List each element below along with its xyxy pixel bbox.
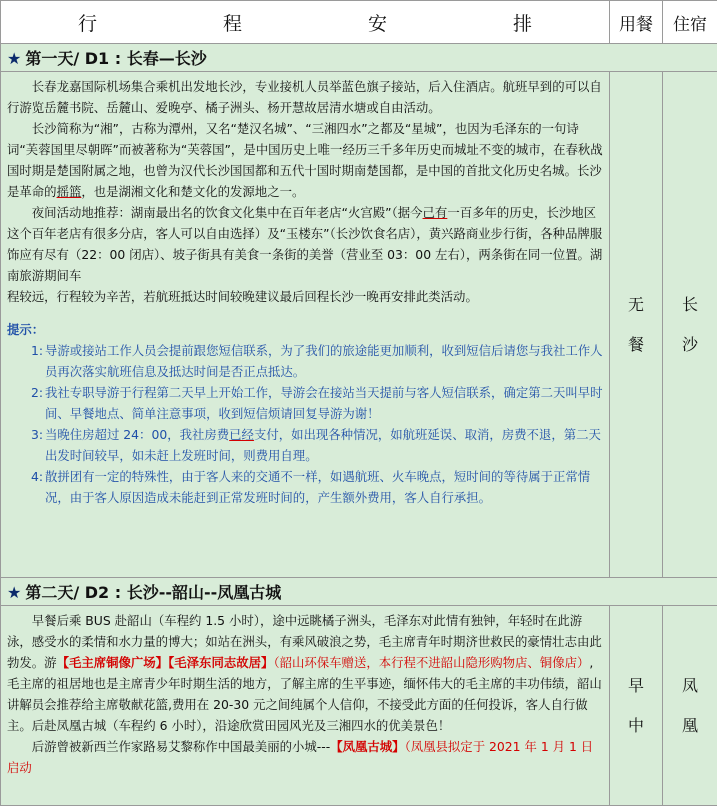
day2-title: 第二天/ D2 : 长沙--韶山--凤凰古城: [25, 583, 281, 602]
day2-paragraph-1: 早餐后乘 BUS 赴韶山（车程约 1.5 小时），途中远眺橘子洲头，毛泽东对此情有独钟，年轻时在此游泳，感受水的柔情和水力量的博大；如站在洲头，有乘风破浪之势，毛主席青年时期济世救民的豪情壮志由此勃发。游【毛主席铜像广场】【毛泽东同志故居】（韶山环保车赠送，本行程不进韶山隐形购物店、铜像店）,毛主席的祖居地也是主席青少年时期生活的地方，了解主席的生平事迹，缅怀伟大的毛主席的丰功伟绩，韶山讲解员会推荐给主席敬献花篮,费用在 20-30 元之间纯属个人信仰，不接受此方面的任何投诉，客人自行做主。后赴凤凰古城（车程约 6 小时），沿途欣赏田园风光及三湘四水的优美景色！: [7, 610, 603, 736]
header-row: [1, 1, 717, 44]
day1-title-bar: [1, 44, 717, 72]
day1-title: 第一天/ D1 : 长春—长沙: [25, 49, 206, 68]
day2-paragraph-2: 后游曾被新西兰作家路易艾黎称作中国最美丽的小城---【凤凰古城】（凤凰县拟定于 2021 年 1 月 1 日启动: [7, 736, 603, 778]
meals-header: 用餐: [610, 1, 663, 44]
schedule-header: 行 程 安 排: [1, 1, 610, 44]
tip-item-4: 4: 散拼团有一定的特殊性，由于客人来的交通不一样，如遇航班、火车晚点，短时间的等待属于正常情况，由于客人原因造成未能赶到正常发班时间的，产生额外费用，客人自行承担。: [7, 466, 603, 508]
tip-item-2: 2: 我社专职导游于行程第二天早上开始工作，导游会在接站当天提前与客人短信联系，确定第二天叫早时间、早餐地点、简单注意事项，收到短信烦请回复导游为谢！: [7, 382, 603, 424]
day1-meal: 无餐: [610, 72, 663, 578]
day1-paragraph-3: 夜间活动地推荐：湖南最出名的饮食文化集中在百年老店“火宫殿”（据今己有一百多年的历史，长沙地区这个百年老店有很多分店，客人可以自由选择）及“玉楼东”（长沙饮食名店），黄兴路商业步行街，各种品牌服饰应有尽有（22：00 闭店）、坡子街具有美食一条街的美誉（营业至 03：00 左右），两条街在同一位置。湖南旅游期间车: [7, 202, 603, 286]
day2-body: [1, 606, 610, 806]
day2-lodging: 凤凰: [663, 606, 717, 806]
lodging-header: 住宿: [663, 1, 717, 44]
star-icon: ★: [7, 49, 21, 68]
day1-body: [1, 72, 610, 578]
day2-title-bar: [1, 578, 717, 606]
day1-lodging: 长沙: [663, 72, 717, 578]
day1-paragraph-4: 程较远，行程较为辛苦，若航班抵达时间较晚建议最后回程长沙一晚再安排此类活动。: [7, 286, 603, 307]
tip-item-3: 3: 当晚住房超过 24：00，我社房费已经支付，如出现各种情况，如航班延误、取消，房费不退，第二天出发时间较早，如未赶上发班时间，则费用自理。: [7, 424, 603, 466]
day2-meal: 早中: [610, 606, 663, 806]
star-icon: ★: [7, 583, 21, 602]
day1-paragraph-1: 长春龙嘉国际机场集合乘机出发地长沙，专业接机人员举蓝色旗子接站，后入住酒店。航班早到的可以自行游览岳麓书院、岳麓山、爱晚亭、橘子洲头、杨开慧故居清水塘或自由活动。: [7, 76, 603, 118]
day1-paragraph-2: 长沙简称为“湘”，古称为潭州，又名“楚汉名城”、“三湘四水”之都及“星城”，也因为毛泽东的一句诗词“芙蓉国里尽朝晖”而被著称为“芙蓉国”，是中国历史上唯一经历三千多年历史而城址不变的城市，在春秋战国时期是楚国附属之地，也曾为汉代长沙国国都和五代十国时期南楚国都，是中国的首批文化历史名城。长沙是革命的摇篮，也是湖湘文化和楚文化的发源地之一。: [7, 118, 603, 202]
tip-item-1: 1: 导游或接站工作人员会提前跟您短信联系，为了我们的旅途能更加顺利，收到短信后请您与我社工作人员再次落实航班信息及抵达时间是否正点抵达。: [7, 340, 603, 382]
tips-title: 提示：: [7, 319, 603, 340]
